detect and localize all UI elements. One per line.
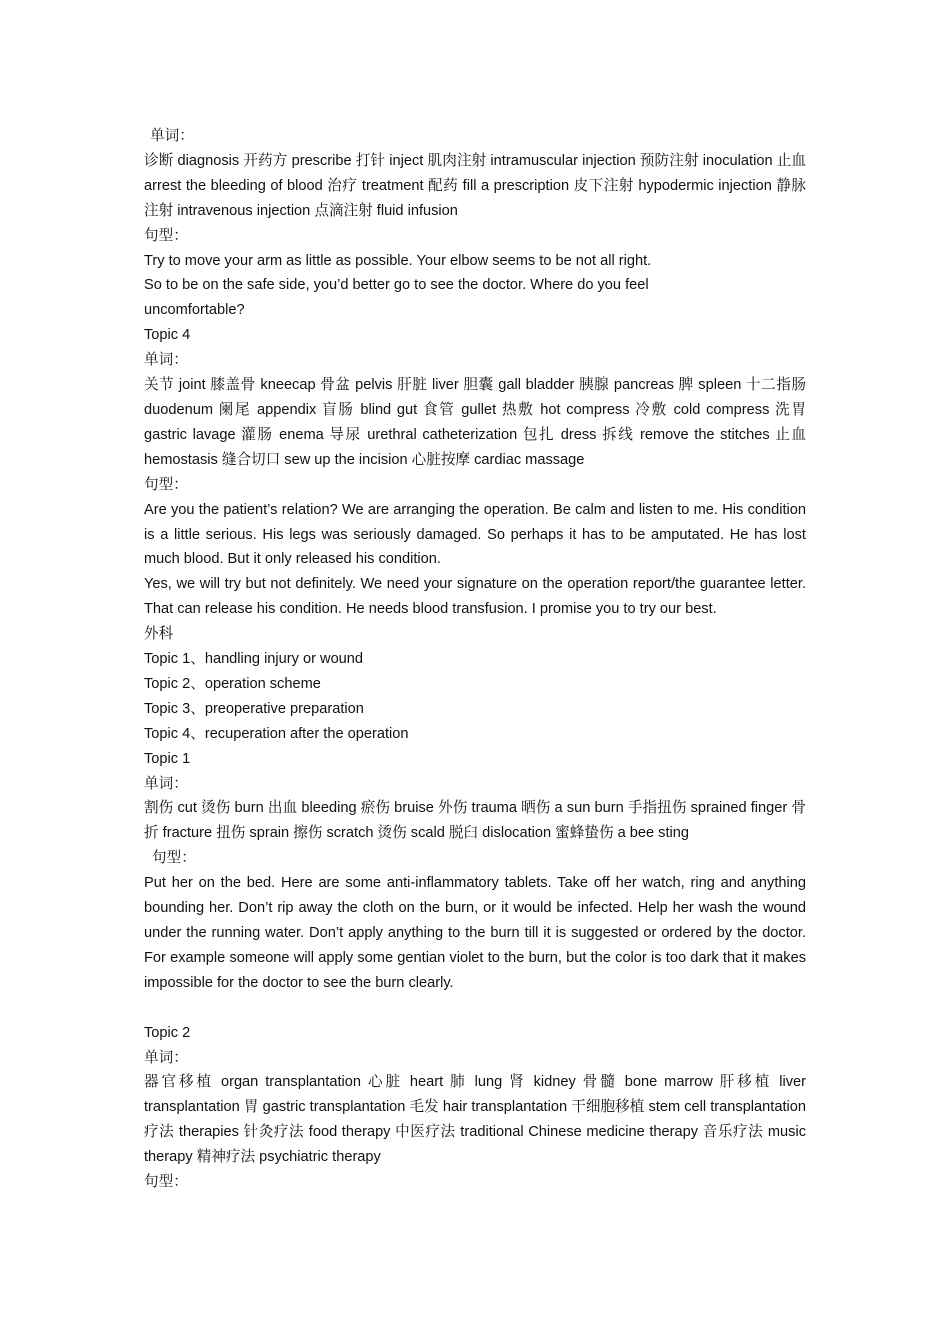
sentence-paragraph: Yes, we will try but not definitely. We need your signature on the operation report/the guarantee letter. That can release his condition. He needs blood transfusion. I promise you to try our best. [144,576,806,618]
section-heading: 外科 [144,626,174,643]
vocab-paragraph: 诊断 diagnosis 开药方 prescribe 打针 inject 肌肉注射 intramuscular injection 预防注射 inoculation 止血 arrest the bleeding of blood 治疗 treatment 配药 fill a prescription 皮下注射 hypodermic injection 静脉注射 intravenous injection 点滴注射 fluid infusion [144,152,806,219]
blank-line [144,996,806,1021]
sentence-paragraph: Are you the patient’s relation? We are arranging the operation. Be calm and listen to me. His condition is a little serious. His legs was seriously damaged. So perhaps it has to be amputated. He has lost much blood. But it only released his condition. [144,501,806,568]
sentence-paragraph: So to be on the safe side, you’d better go to see the doctor. Where do you feel uncomfortable? [144,277,649,319]
topic-heading: Topic 2 [144,1024,191,1041]
vocab-paragraph: 器官移植 organ transplantation 心脏 heart 肺 lung 肾 kidney 骨髓 bone marrow 肝移植 liver transplantation 胃 gastric transplantation 毛发 hair transplantation 干细胞移植 stem cell transplantation 疗法 therapies 针灸疗法 food therapy 中医疗法 traditional Chinese medicine therapy 音乐疗法 music therapy 精神疗法 psychiatric therapy [144,1074,806,1166]
vocab-label: 单词： [150,128,194,144]
sentence-paragraph: Put her on the bed. Here are some anti-inflammatory tablets. Take off her watch, ring and anything bounding her. Don’t rip away the cloth on the burn, or it would be infected. Help her wash the wound under the running water. Don’t apply anything to the burn till it is suggested or ordered by the doctor. For example someone will apply some gentian violet to the burn, but the color is too dark that it makes impossible for the doctor to see the burn clearly. [144,875,806,991]
document-page [144,124,806,1195]
vocab-label: 单词： [144,352,188,369]
topic-heading: Topic 1 [144,750,191,767]
topic-list-item: Topic 4、recuperation after the operation [144,725,409,742]
topic-list-item: Topic 2、operation scheme [144,675,321,692]
vocab-label: 单词： [144,775,188,792]
topic-heading: Topic 4 [144,327,191,344]
vocab-label: 单词： [144,1049,188,1066]
sentence-paragraph: Try to move your arm as little as possible. Your elbow seems to be not all right. [144,252,652,269]
vocab-paragraph: 割伤 cut 烫伤 burn 出血 bleeding 瘀伤 bruise 外伤 trauma 晒伤 a sun burn 手指扭伤 sprained finger 骨折 fracture 扭伤 sprain 擦伤 scratch 烫伤 scald 脱臼 dislocation 蜜蜂蛰伤 a bee sting [144,800,806,842]
sentence-label: 句型： [144,476,188,493]
vocab-paragraph: 关节 joint 膝盖骨 kneecap 骨盆 pelvis 肝脏 liver 胆囊 gall bladder 胰腺 pancreas 脾 spleen 十二指肠 duodenum 阑尾 appendix 盲肠 blind gut 食管 gullet 热敷 hot compress 冷敷 cold compress 洗胃 gastric lavage 灌肠 enema 导尿 urethral catheterization 包扎 dress 拆线 remove the stitches 止血 hemostasis 缝合切口 sew up the incision 心脏按摩 cardiac massage [144,377,806,468]
sentence-label: 句型： [144,1174,188,1191]
topic-list-item: Topic 3、preoperative preparation [144,700,364,717]
sentence-label: 句型： [144,227,188,244]
topic-list-item: Topic 1、handling injury or wound [144,651,364,668]
sentence-label: 句型： [152,850,196,867]
